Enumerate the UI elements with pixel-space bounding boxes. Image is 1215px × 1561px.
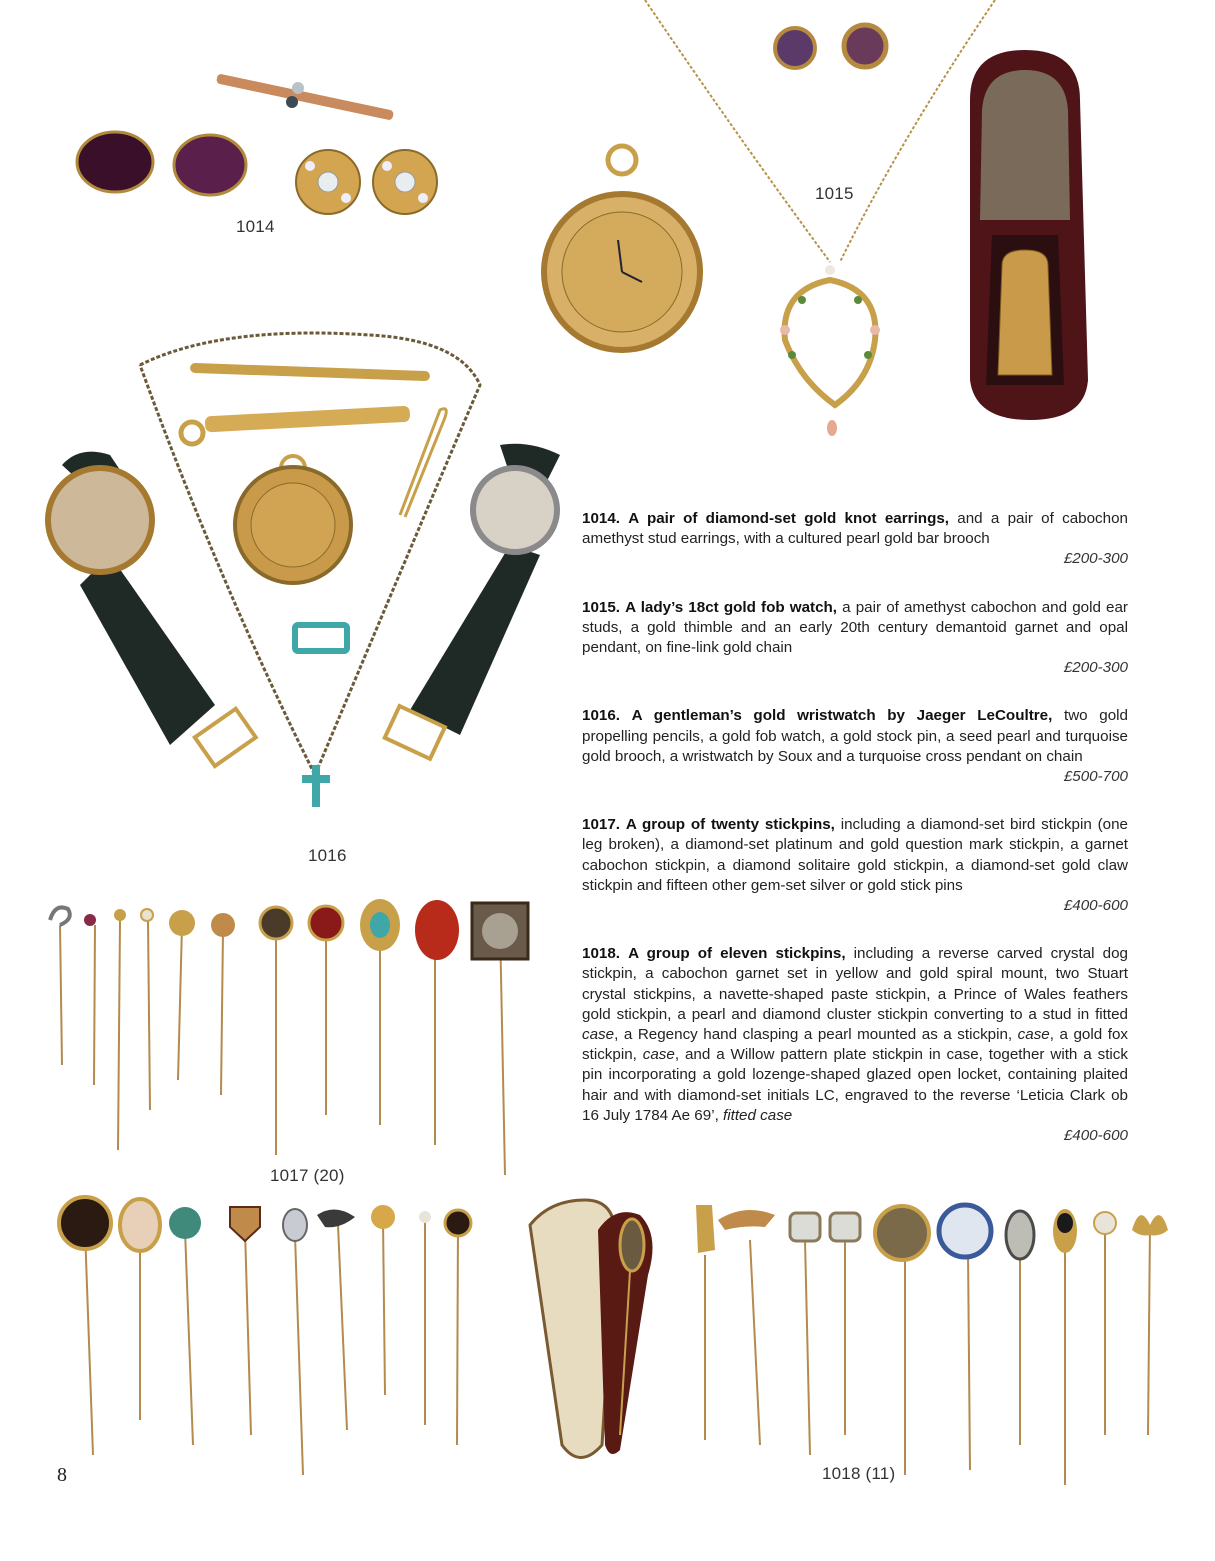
lot-number: 1015. <box>582 598 621 616</box>
lot-1017 <box>582 815 1128 916</box>
stickpin-head-5 <box>169 910 195 936</box>
star-stickpin-head <box>59 1197 111 1249</box>
lot-estimate: £400-600 <box>1063 1127 1128 1145</box>
bird-stickpin-head <box>317 1209 355 1227</box>
garnet-stone <box>1057 1213 1073 1233</box>
fox-stickpin-head <box>718 1210 775 1230</box>
garnet-opal-pendant <box>780 265 880 436</box>
garnet-stickpin-head <box>84 914 96 926</box>
lot-1016 <box>582 706 1128 787</box>
shield-stickpin-head <box>230 1207 260 1241</box>
lot-body: two gold propelling pencils, a gold fob watch, a gold stock pin, a seed pearl and turquoise gold brooch, a wristwatch by Soux and a turquoise cross pendant on chain <box>582 707 1128 765</box>
lot-number: 1014. <box>582 510 621 527</box>
stickpins-row-1018-right <box>705 1225 1150 1485</box>
target-stickpin-head <box>445 1210 471 1236</box>
propelling-pencil-2 <box>181 406 410 444</box>
turquoise-cross-pendant <box>302 765 330 807</box>
fine-link-chain <box>645 0 995 262</box>
lot-title: A group of twenty stickpins, <box>625 816 835 834</box>
lot-estimate: £200-300 <box>1063 659 1128 677</box>
moonstone-stickpin-head <box>283 1209 307 1241</box>
navette-paste-head <box>1006 1211 1034 1259</box>
reverse-carved-dog-head <box>875 1206 929 1260</box>
lot-body-italic: case <box>582 1026 615 1044</box>
turquoise-stone <box>370 912 390 938</box>
diamond-knot-earring-right <box>373 150 437 214</box>
lot-body-italic: case <box>642 1046 675 1064</box>
cameo-stickpin-head <box>120 1199 160 1251</box>
lot-body: including a diamond-set bird stickpin (one leg broken), a diamond-set platinum and gold question mark stickpin, a garnet cabochon stickpin, a diamond solitaire gold stickpin, a diamond-set gold claw stickpin and fifteen other gem-set silver or gold stick pins <box>582 816 1128 894</box>
prince-of-wales-feathers-head <box>1132 1215 1168 1235</box>
stuart-crystal-head-1 <box>790 1213 820 1241</box>
regency-hand-head <box>696 1205 715 1253</box>
coral-cameo-head <box>415 900 459 960</box>
figure-label-1017: 1017 (20) <box>270 1166 345 1185</box>
lot-body: and a pair of cabochon amethyst stud earrings, with a cultured pearl gold bar brooch <box>582 510 1128 548</box>
gold-fob-watch <box>235 456 351 583</box>
diamond-knot-earring-left <box>296 150 360 214</box>
lot-body: a pair of amethyst cabochon and gold ear studs, a gold thimble and an early 20th century demantoid garnet and opal pendant, on fine-link gold chain <box>582 598 1128 657</box>
lot-1018-photo-left <box>55 1195 485 1480</box>
fitted-stickpin-case <box>530 1200 653 1458</box>
figure-label-1016: 1016 <box>308 846 347 865</box>
lozenge-locket <box>620 1219 644 1271</box>
pearl-diamond-cluster-head <box>1094 1212 1116 1234</box>
lot-number: 1016. <box>582 707 621 725</box>
figure-label-1015: 1015 <box>815 184 854 203</box>
lot-1015 <box>582 598 1128 679</box>
stickpins-row-1018-left <box>85 1220 458 1475</box>
gold-stock-pin <box>400 409 446 517</box>
fob-watch <box>544 146 700 350</box>
thimble-case <box>970 50 1088 420</box>
lot-title: A group of eleven stickpins, <box>628 945 846 963</box>
willow-pattern-head <box>939 1205 991 1257</box>
propelling-pencil-1 <box>190 363 430 381</box>
amethyst-stud-right <box>844 25 886 67</box>
stuart-crystal-head-2 <box>830 1213 860 1241</box>
pearl-stickpin-head <box>419 1211 431 1223</box>
lot-estimate: £400-600 <box>1063 897 1128 915</box>
stickpin-head-7 <box>260 907 292 939</box>
lot-1018 <box>582 944 1128 1146</box>
lot-1015-photo <box>540 0 1160 445</box>
lot-body-italic: case <box>1017 1026 1050 1044</box>
lot-body: , a gold fox stickpin, <box>582 1026 1128 1064</box>
diamond-solitaire-head <box>114 909 126 921</box>
amethyst-earring-left <box>77 132 153 192</box>
amethyst-stud-left <box>775 28 815 68</box>
lot-1016-photo <box>40 325 570 835</box>
lot-estimate: £500-700 <box>1063 768 1128 786</box>
lot-1017-photo <box>40 895 530 1185</box>
lot-body-italic: fitted case <box>723 1106 793 1124</box>
wristwatch-soux <box>385 444 560 759</box>
figure-label-1018: 1018 (11) <box>822 1464 896 1483</box>
claw-stickpin-head <box>141 909 153 921</box>
pearl-bar-brooch <box>216 73 394 120</box>
lot-body: including a reverse carved crystal dog stickpin, a cabochon garnet set in yellow and gold spiral mount, two Stuart crystal stickpins, a navette-shaped paste stickpin, a Prince of Wales feathers gold stickpin, a pearl and diamond cluster stickpin converting to a stud in fitted <box>582 945 1128 1023</box>
lot-number: 1017. <box>582 816 621 834</box>
seed-pearl-turquoise-brooch <box>295 625 347 651</box>
lot-1014-photo <box>70 80 440 220</box>
lot-number: 1018. <box>582 945 621 963</box>
coin-face <box>482 913 518 949</box>
lot-title: A lady’s 18ct gold fob watch, <box>625 598 838 616</box>
lot-1014 <box>582 509 1128 570</box>
flower-stickpin-head <box>371 1205 395 1229</box>
stickpin-head-8 <box>309 906 343 940</box>
figure-label-1014: 1014 <box>236 217 275 236</box>
stickpin-head-6 <box>211 913 235 937</box>
lot-estimate: £200-300 <box>1063 550 1128 568</box>
question-mark-stickpin-head <box>50 907 70 925</box>
wristwatch-jaeger-lecoultre <box>48 452 256 766</box>
turquoise-cluster-head <box>169 1207 201 1239</box>
gold-thimble <box>998 250 1052 375</box>
lot-title: A gentleman’s gold wristwatch by Jaeger LeCoultre, <box>631 707 1053 725</box>
lot-body: , and a Willow pattern plate stickpin in case, together with a stick pin incorporating a gold lozenge-shaped glazed open locket, containing plaited hair and with diamond-set initials LC, engraved to the reverse ‘Leticia Clark ob 16 July 1784 Ae 69’, <box>582 1046 1128 1124</box>
lot-1018-photo-right <box>520 1195 1180 1490</box>
lot-title: A pair of diamond-set gold knot earrings, <box>628 510 950 527</box>
lot-body: , a Regency hand clasping a pearl mounted as a stickpin, <box>614 1026 1018 1044</box>
lot-descriptions <box>582 509 1128 1174</box>
amethyst-earring-right <box>174 135 246 195</box>
page-number: 8 <box>57 1464 67 1486</box>
